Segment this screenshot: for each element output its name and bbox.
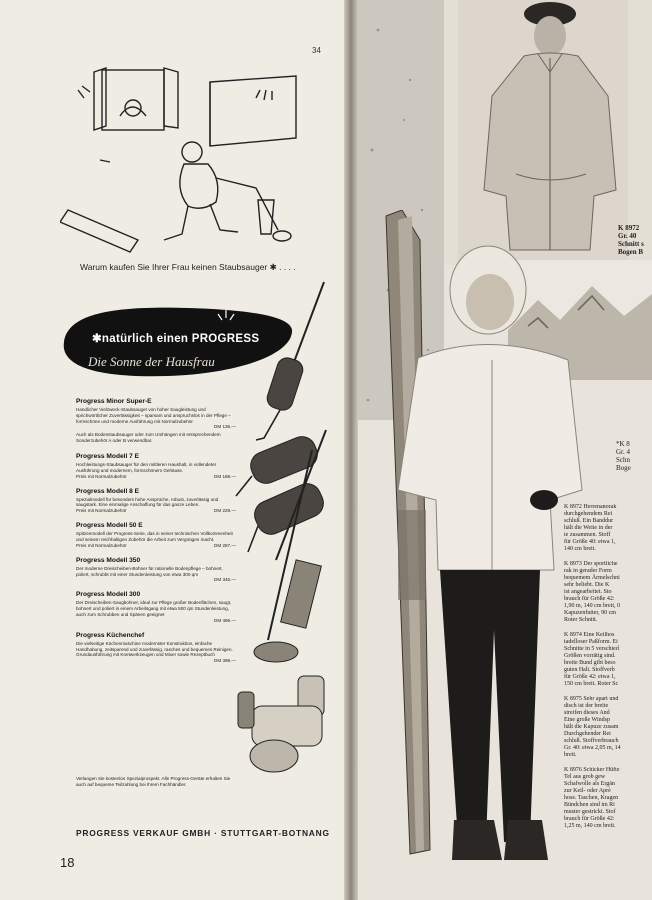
desc-line: Eine große Windsp [564, 717, 610, 723]
top-code-line: K 8972 [618, 224, 640, 232]
desc-line: K 8973 Der sportliche [564, 561, 618, 567]
woman-with-skis-photo [358, 210, 588, 880]
product-item [76, 632, 236, 663]
product-item [76, 453, 236, 479]
product-description: Der moderne Dreischeiben-Bohner für rationelle Bodenpflege – bohnert, poliert, schrubbt mit einer Stundenleistung von etwa 300 qm [76, 565, 223, 577]
desc-line: ist angearbeitet. Sto [564, 589, 612, 595]
product-price-row [76, 577, 236, 582]
desc-line: für Größe 42: etwa 1, [564, 674, 616, 680]
product-item [76, 522, 236, 548]
side-code-line: Gr. 4 [616, 448, 630, 456]
desc-line: sehr beliebt. Die K [564, 582, 610, 588]
cartoon-caption [80, 262, 296, 273]
product-item [76, 488, 236, 514]
desc-line: Gr. 40: etwa 2,05 m, 14 [564, 745, 621, 751]
desc-line: K 8975 Sehr apart und [564, 696, 619, 702]
desc-line: 140 cm breit. [564, 546, 596, 552]
product-list [76, 398, 236, 672]
desc-line: Kapuzenfutter, 90 cm [564, 610, 616, 616]
product-price: DM 398.— [214, 658, 236, 664]
top-code-line: Schnitt s [618, 240, 644, 248]
product-description: Spezialmodell für besonders hohe Ansprüche, robust, zuverlässig und saugstark. Eine einmalige Anschaffung für das ganze Leben. [76, 496, 219, 508]
top-code-label [618, 224, 644, 256]
page-marker: 34 [312, 46, 321, 55]
product-price: DM 188.— [214, 473, 236, 479]
product-description: Spitzenmodell der Progress-Serie, das in seiner technischen Vollkommenheit und seinem reichhaltigen Zubehör die Arbeit zum Vergnügen macht. [76, 531, 233, 542]
desc-line: K 8972 Herrenanorak [564, 504, 617, 510]
product-item [76, 557, 236, 583]
desc-line: 1,90 m, 140 cm breit, 0 [564, 603, 620, 609]
desc-line: streifen dieses And [564, 710, 610, 716]
product-name: Progress Modell 8 E [76, 487, 140, 495]
cartoon-illustration [60, 60, 310, 260]
desc-line: brauch für Größe 42: [564, 816, 615, 822]
desc-line: guten Halt. Stoffverb [564, 667, 615, 673]
product-item [76, 398, 236, 444]
product-description: Die vielseitige Küchenmaschine modernster Konstruktion, einfache Handhabung, zeitsparend und zuverlässig, rasches und bequemes Reinigen. Grundausführung mit Knetwerkzeugen und Mixer sowie Rezeptbuch [76, 640, 233, 658]
desc-line: Bündchen sind im Ri [564, 802, 615, 808]
desc-line: tadelloser Paßform. Ei [564, 639, 618, 645]
desc-line: Schafwolle als Ergän [564, 781, 615, 787]
desc-line: bequemem Ärmelschni [564, 575, 620, 581]
banner-slogan: Die Sonne der Hausfrau [88, 354, 215, 369]
desc-line: muster gestrickt. Stof [564, 809, 616, 815]
product-name: Progress Modell 50 E [76, 522, 143, 530]
desc-line: 150 cm breit. Roter Sc [564, 681, 619, 687]
price-label: Preis mit Normalzubehör [76, 542, 127, 548]
desc-line: rak in gerader Form [564, 568, 612, 574]
pattern-descriptions [564, 504, 652, 838]
appliance-illustrations [228, 280, 338, 810]
desc-line: breite Bund gibt beso [564, 660, 616, 666]
product-description: Handlicher Vielzweck-Staubsauger von hoher Saugleistung und sprichwörtlicher Zuverlässigkeit – sparsam und anspruchslos in der Pflege – formschöne und moderne Ausführung mit Normalzubehör [76, 407, 231, 424]
desc-line: K 8974 Eine Keilhos [564, 632, 615, 638]
desc-line: Roter Schnitt. [564, 617, 598, 623]
caption-mark: ✱ . . . . [269, 262, 296, 272]
product-price: DM 228.— [214, 508, 236, 514]
pattern-description [564, 767, 652, 830]
page-gutter [344, 0, 358, 900]
desc-line: disch ist der breite [564, 703, 609, 709]
product-name: Progress Modell 7 E [76, 452, 140, 460]
product-price-row [76, 658, 236, 663]
product-price-row [76, 424, 236, 429]
product-price-row [76, 474, 236, 479]
desc-line: brauch für Größe 42: [564, 596, 615, 602]
product-price-row [76, 543, 236, 548]
product-name: Progress Modell 300 [76, 591, 141, 599]
desc-line: schluß. Ein Banddur [564, 518, 614, 524]
side-code-line: Schn [616, 456, 630, 464]
price-label: Preis mit Normalzubehör [76, 473, 127, 479]
product-name: Progress Küchenchef [76, 631, 145, 639]
desc-line: schluß. Stoffverbrauch [564, 738, 619, 744]
desc-line: hält die Kapuze zusam [564, 724, 619, 730]
desc-line: breit. [564, 752, 577, 758]
outro-text: Verlangen Sie kostenlos Spezialprospekt. Alle Progress-Geräte erhalten Sie auch auf bequeme Teilzahlung bei Ihrem Fachhändler. [76, 776, 231, 787]
desc-line: K 8976 Schicker Hüfte [564, 767, 620, 773]
product-description: Der Dreischeiben-Saugbohner, ideal zur Pflege großer Bodenflächen, saugt, bohnert und poliert in einem Arbeitsgang mit etwa 500 qm Stundenleistung, auch zum Schrubben und Spänen geeignet [76, 600, 232, 617]
product-price-row [76, 508, 236, 513]
top-code-line: Gr. 40 [618, 232, 637, 240]
desc-line: Größen vorrätig sind. [564, 653, 616, 659]
company-footer: PROGRESS VERKAUF GMBH · STUTTGART-BOTNANG [76, 828, 330, 838]
desc-line: für Größe 40: etwa 1, [564, 539, 616, 545]
desc-line: Schnitte in 5 verschied [564, 646, 619, 652]
product-price: DM 135.— [214, 424, 236, 430]
desc-line: Durchgehender Rei [564, 731, 611, 737]
desc-line: durchgehendem Rei [564, 511, 613, 517]
desc-line: hält die Weite in der [564, 525, 613, 531]
pattern-description [564, 504, 652, 553]
banner-headline: ✱natürlich einen PROGRESS [92, 333, 260, 345]
product-name: Progress Modell 350 [76, 556, 141, 564]
caption-text: Warum kaufen Sie Ihrer Frau keinen Staubsauger [80, 262, 268, 272]
desc-line: ie zusammen. Stoff [564, 532, 611, 538]
product-description: Hochleistungs-Staubsauger für den mittleren Haushalt, in vollendeter Ausführung und modernem, formschönem Gehäuse. [76, 461, 217, 473]
desc-line: hose. Taschen, Kragen [564, 795, 619, 801]
desc-line: 1,25 m, 140 cm breit. [564, 823, 616, 829]
top-code-line: Bogen B [618, 248, 644, 256]
product-name: Progress Minor Super-E [76, 398, 152, 405]
product-extra: Auch als Bodenstaubsauger oder zum Umhängen mit entsprechendem Sonderzubehör A oder B verwendbar. [76, 432, 221, 444]
desc-line: Tel aus grob gew [564, 774, 606, 780]
page-number: 18 [60, 855, 75, 870]
product-price: DM 287.— [214, 542, 236, 548]
pattern-description [564, 561, 652, 624]
side-code-label [616, 440, 631, 472]
right-page [358, 0, 652, 900]
pattern-description [564, 632, 652, 688]
product-price: DM 345.— [214, 577, 236, 583]
side-code-line: *K 8 [616, 440, 630, 448]
product-price: DM 495.— [214, 617, 236, 623]
product-item [76, 591, 236, 622]
product-price-row [76, 618, 236, 623]
pattern-description [564, 696, 652, 759]
side-code-line: Boge [616, 464, 631, 472]
price-label: Preis mit Normalzubehör [76, 508, 127, 514]
desc-line: zur Keil- oder Aprè [564, 788, 611, 794]
